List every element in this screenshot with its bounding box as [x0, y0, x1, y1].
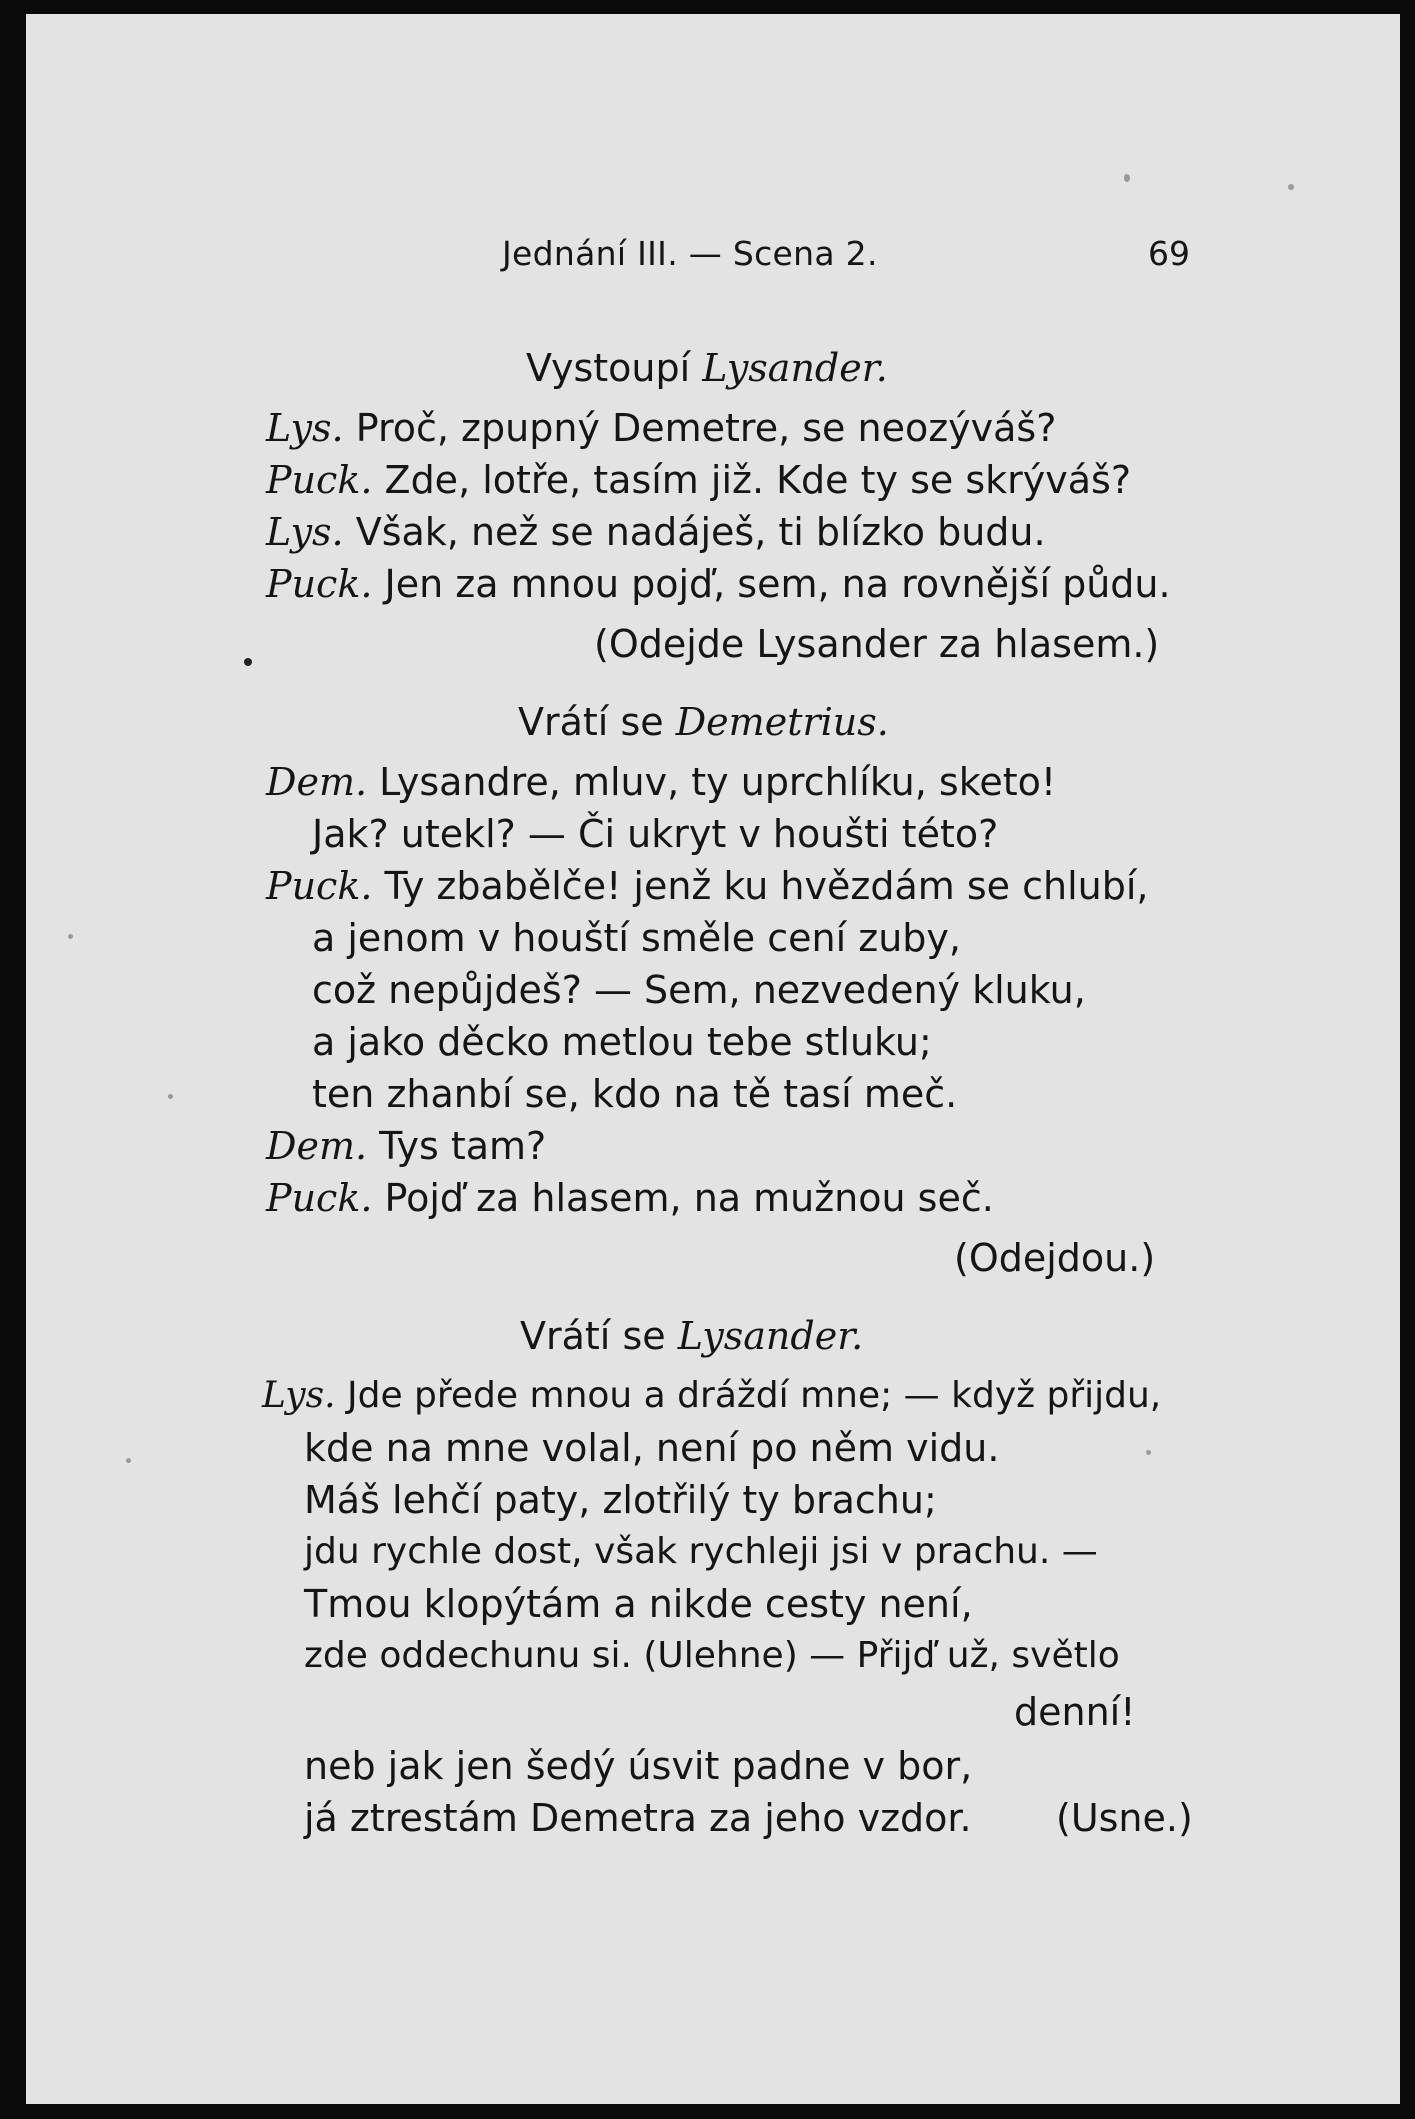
verse-line: což nepůjdeš? — Sem, nezvedený kluku, [312, 968, 1086, 1012]
verse-line: neb jak jen šedý úsvit padne v bor, [304, 1744, 973, 1788]
verse-line: jdu rychle dost, však rychleji jsi v prachu. — [304, 1531, 1098, 1572]
speaker-label: Dem. [266, 760, 368, 804]
verse-line: já ztrestám Demetra za jeho vzdor. [304, 1796, 972, 1840]
print-speck [168, 1094, 173, 1099]
speaker-label: Puck. [266, 562, 373, 606]
stage-entrance-lysander: Vystoupí Lysander. [526, 346, 888, 390]
print-speck [244, 658, 252, 666]
page-edge-shadow [18, 100, 23, 2060]
verse-line: Tmou klopýtám a nikde cesty není, [304, 1582, 973, 1626]
verse-line: Puck. Jen za mnou pojď, sem, na rovnější půdu. [266, 562, 1171, 606]
verse-line: Jak? utekl? — Či ukryt v houšti této? [312, 812, 999, 856]
speaker-label: Puck. [266, 864, 373, 908]
page-header [26, 234, 1400, 294]
verse-line: Lys. Proč, zpupný Demetre, se neozýváš? [266, 406, 1057, 450]
verse-line: Lys. Však, než se nadáješ, ti blízko budu. [266, 510, 1046, 554]
verse-line: Dem. Lysandre, mluv, ty uprchlíku, sketo! [266, 760, 1057, 804]
speaker-label: Lys. [266, 510, 344, 554]
book-page [26, 14, 1400, 2104]
speaker-label: Dem. [266, 1124, 368, 1168]
verse-line: a jako děcko metlou tebe stluku; [312, 1020, 932, 1064]
verse-line: Puck. Ty zbabělče! jenž ku hvězdám se chlubí, [266, 864, 1149, 908]
speaker-label: Puck. [266, 458, 373, 502]
print-speck [1146, 1450, 1151, 1455]
verse-line: Dem. Tys tam? [266, 1124, 547, 1168]
verse-line: a jenom v houští směle cení zuby, [312, 916, 961, 960]
verse-line: ten zhanbí se, kdo na tě tasí meč. [312, 1072, 958, 1116]
print-speck [68, 934, 73, 939]
verse-line-continuation: denní! [1014, 1690, 1136, 1734]
speaker-label: Puck. [266, 1176, 373, 1220]
stage-direction: (Odejde Lysander za hlasem.) [594, 622, 1160, 666]
stage-entrance-lysander: Vrátí se Lysander. [520, 1314, 864, 1358]
verse-line: Máš lehčí paty, zlotřilý ty brachu; [304, 1478, 937, 1522]
running-head: Jednání III. — Scena 2. [502, 234, 878, 273]
stage-entrance-demetrius: Vrátí se Demetrius. [518, 700, 889, 744]
stage-direction: (Usne.) [1056, 1796, 1193, 1840]
print-speck [1124, 174, 1130, 182]
stage-direction: (Odejdou.) [954, 1236, 1156, 1280]
verse-line: Puck. Zde, lotře, tasím již. Kde ty se skrýváš? [266, 458, 1131, 502]
speaker-label: Lys. [266, 406, 344, 450]
print-speck [126, 1458, 131, 1463]
verse-line: zde oddechunu si. (Ulehne) — Přijď už, světlo [304, 1635, 1120, 1676]
page-number: 69 [1148, 234, 1190, 273]
speaker-label: Lys. [262, 1375, 336, 1416]
verse-line: Puck. Pojď za hlasem, na mužnou seč. [266, 1176, 994, 1220]
verse-line: kde na mne volal, není po něm vidu. [304, 1426, 1000, 1470]
verse-line: Lys. Jde přede mnou a dráždí mne; — když přijdu, [262, 1375, 1162, 1416]
print-speck [1288, 184, 1294, 190]
